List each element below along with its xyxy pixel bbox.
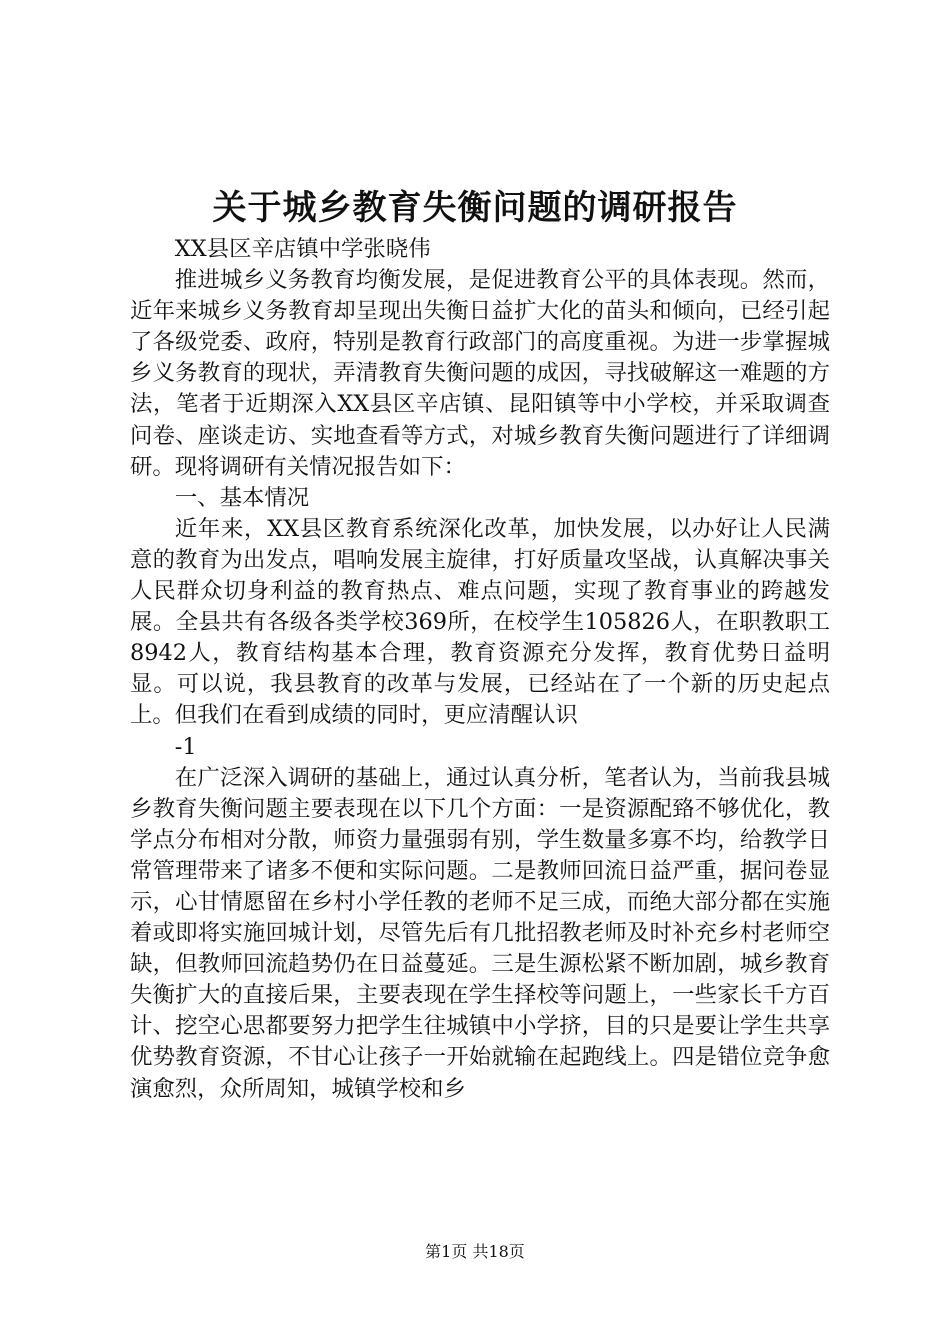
section-heading-basic-situation: 一、基本情况	[174, 484, 310, 511]
paragraph-basic-situation: 近年来，XX县区教育系统深化改革，加快发展，以办好让人民满意的教育为出发点，唱响发展主旋律，打好质量攻坚战，认真解决事关人民群众切身利益的教育热点、难点问题，实现了教育事业的跨越发展。全县共有各级各类学校369所，在校学生105826人，在职教职工8942人，教育结构基本合理，教育资源充分发挥，教育优势日益明显。可以说，我县教育的改革与发展，已经站在了一个新的历史起点上。但我们在看到成绩的同时，更应清醒认识	[130, 515, 830, 729]
document-title: 关于城乡教育失衡问题的调研报告	[212, 188, 738, 228]
paragraph-intro: 推进城乡义务教育均衡发展，是促进教育公平的具体表现。然而，近年来城乡义务教育却呈现出失衡日益扩大化的苗头和倾向，已经引起了各级党委、政府，特别是教育行政部门的高度重视。为进一步掌握城乡义务教育的现状，弄清教育失衡问题的成因，寻找破解这一难题的方法，笔者于近期深入XX县区辛店镇、昆阳镇等中小学校，并采取调查问卷、座谈走访、实地查看等方式，对城乡教育失衡问题进行了详细调研。现将调研有关情况报告如下：	[130, 267, 830, 480]
inline-page-marker: -1	[174, 733, 197, 760]
author-line: XX县区辛店镇中学张晓伟	[174, 236, 431, 262]
paragraph-imbalance-analysis: 在广泛深入调研的基础上，通过认真分析，笔者认为，当前我县城乡教育失衡问题主要表现在以下几个方面：一是资源配臵不够优化，教学点分布相对分散，师资力量强弱有别，学生数量多寡不均，给教学日常管理带来了诸多不便和实际问题。二是教师回流日益严重，据问卷显示，心甘情愿留在乡村小学任教的老师不足三成，而绝大部分都在实施着或即将实施回城计划，尽管先后有几批招教老师及时补充乡村老师空缺，但教师回流趋势仍在日益蔓延。三是生源松紧不断加剧，城乡教育失衡扩大的直接后果，主要表现在学生择校等问题上，一些家长千方百计、挖空心思都要努力把学生往城镇中小学挤，目的只是要让学生共享优势教育资源，不甘心让孩子一开始就输在起跑线上。四是错位竞争愈演愈烈，众所周知，城镇学校和乡	[130, 764, 830, 1102]
document-body	[130, 234, 830, 1105]
page-footer: 第1页 共18页	[425, 1242, 525, 1261]
